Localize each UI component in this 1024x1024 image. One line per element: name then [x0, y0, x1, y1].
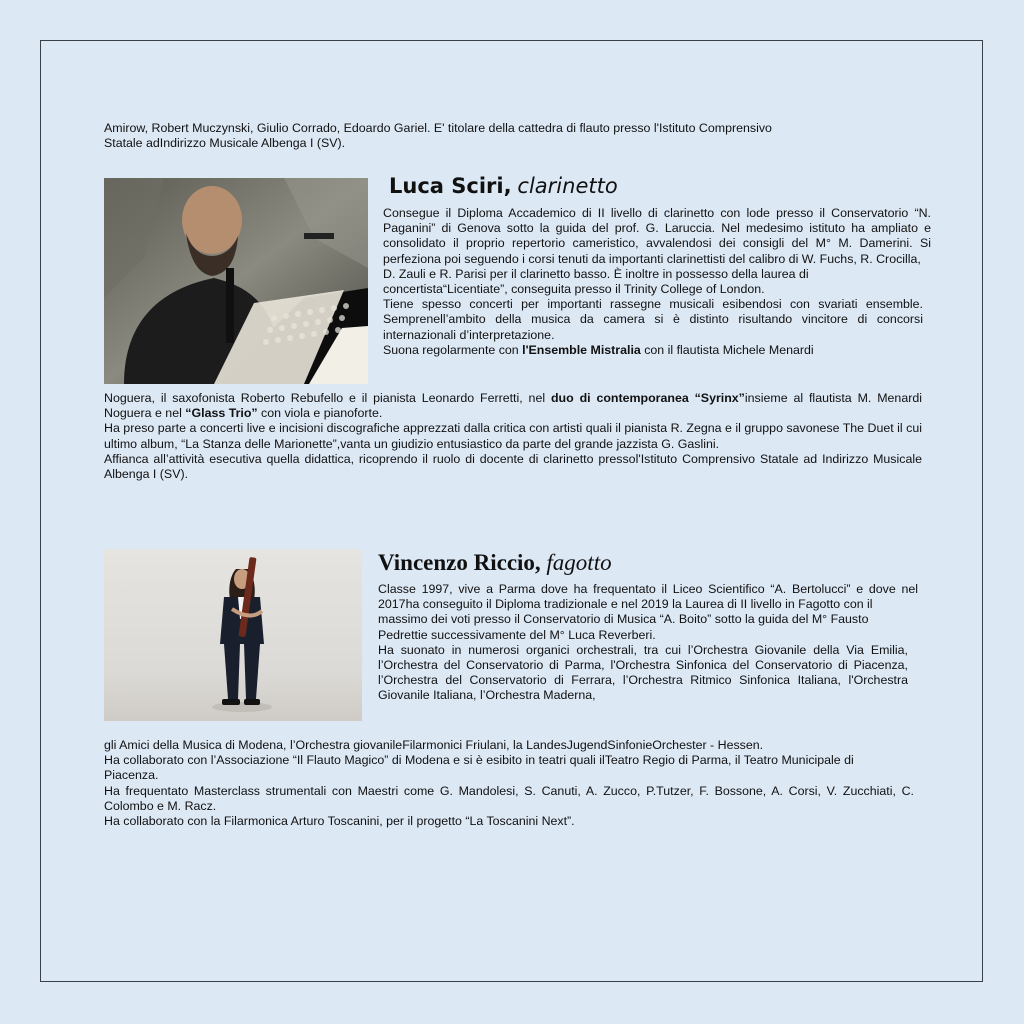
sciri-p5-text-2: insieme al flautista M. Menardi Noguera e nel: [104, 391, 922, 421]
sciri-paragraph-3: Tiene spesso concerti per importanti rassegne musicali esibendosi con svariati ensemble. Semprenell’ambito della musica da camera si è distinto risultando vincitore di concorsi internazionali d’interpretazione.: [383, 297, 923, 342]
intro-text: [104, 121, 934, 151]
duo-syrinx: duo di contemporanea “Syrinx”: [550, 391, 745, 405]
sciri-p5-text-3: con viola e pianoforte.: [257, 406, 383, 421]
vincenzo-riccio-instrument: fagotto: [546, 550, 612, 575]
vincenzo-riccio-heading: [378, 550, 612, 576]
sciri-p5-text: Noguera, il saxofonista Roberto Rebufello e il pianista Leonardo Ferretti, nel: [104, 391, 551, 405]
riccio-paragraph-4: gli Amici della Musica di Modena, l’Orchestra giovanileFilarmonici Friulani, la LandesJugendSinfonieOrchester - Hessen.: [104, 738, 764, 752]
luca-sciri-instrument: clarinetto: [517, 174, 618, 198]
riccio-paragraph-6: Ha frequentato Masterclass strumentali con Maestri come G. Mandolesi, S. Canuti, A. Zucco, P.Tutzer, F. Bossone, A. Corsi, V. Zucchiati, C. Colombo e M. Racz.: [104, 783, 914, 813]
luca-sciri-photo: [104, 178, 368, 384]
luca-sciri-bio-column: [383, 206, 931, 358]
intro-line-1: Amirow, Robert Muczynski, Giulio Corrado, Edoardo Gariel. E' titolare della cattedra di flauto presso l'Istituto Comprensivo: [104, 121, 772, 135]
luca-sciri-heading: [389, 174, 618, 199]
sciri-paragraph-2: D. Zauli e R. Parisi per il clarinetto basso. È inoltre in possesso della laurea di concertista“Licentiate”, conseguita presso il Trinity College of London.: [383, 266, 809, 297]
vincenzo-riccio-bio-column: [378, 582, 918, 704]
ensemble-mistralia: l'Ensemble Mistralia: [522, 342, 641, 357]
riccio-paragraph-3: Ha suonato in numerosi organici orchestrali, tra cui l’Orchestra Giovanile della Via Emilia, l’Orchestra del Conservatorio di Parma, l'Orchestra Sinfonica del Conservatorio di Piacenza, l’Orchestra del Conservatorio di Ferrara, l’Orchestra Ritmico Sinfonica Italiana, l'Orchestra Giovanile Italiana, l’Orchestra Maderna,: [378, 642, 908, 703]
glass-trio: “Glass Trio”: [185, 406, 258, 421]
sciri-p4-text: Suona regolarmente con: [383, 342, 523, 357]
riccio-paragraph-5: Ha collaborato con l’Associazione “Il Flauto Magico” di Modena e si è esibito in teatri quali ilTeatro Regio di Parma, il Teatro Municipale di Piacenza.: [104, 753, 854, 783]
riccio-paragraph-2: massimo dei voti presso il Conservatorio di Musica “A. Boito” sotto la guida del M° Fausto Pedrettie successivamente del M° Luca Reverberi.: [378, 612, 869, 642]
sciri-p4-text-end: con il flautista Michele Menardi: [640, 342, 814, 357]
vincenzo-riccio-name: Vincenzo Riccio,: [378, 550, 541, 575]
luca-sciri-bio-full: [104, 391, 922, 482]
vincenzo-riccio-photo: [104, 549, 362, 721]
sciri-paragraph-4: [383, 343, 931, 358]
vincenzo-riccio-bio-full: [104, 738, 922, 829]
sciri-paragraph-6: Ha preso parte a concerti live e incisioni discografiche apprezzati dalla critica con artisti quali il pianista R. Zegna e il gruppo savonese The Duet il cui ultimo album, “La Stanza delle Marionette”,vanta un giudizio entusiastico da parte del grande jazzista G. Gaslini.: [104, 421, 922, 451]
intro-line-2: Statale adIndirizzo Musicale Albenga I (SV).: [104, 136, 346, 151]
luca-sciri-name: Luca Sciri,: [389, 174, 512, 198]
sciri-paragraph-7: Affianca all’attività esecutiva quella didattica, ricoprendo il ruolo di docente di clarinetto pressol'Istituto Comprensivo Statale ad Indirizzo Musicale Albenga I (SV).: [104, 451, 922, 482]
riccio-paragraph-1: Classe 1997, vive a Parma dove ha frequentato il Liceo Scientifico “A. Bertolucci” e dove nel 2017ha conseguito il Diploma tradizionale e nel 2019 la Laurea di II livello in Fagotto con il: [378, 582, 918, 612]
sciri-paragraph-1: Consegue il Diploma Accademico di II livello di clarinetto con lode presso il Conservatorio “N. Paganini” di Genova sotto la guida del prof. G. Laruccia. Nel medesimo istituto ha ampliato e consolidato il proprio repertorio cameristico, avvalendosi dei consigli del M° M. Damerini. Si perfeziona poi seguendo i corsi tenuti da importanti clarinettisti del calibro di W. Fuchs, R. Crocilla,: [383, 206, 931, 266]
sciri-paragraph-5: [104, 391, 922, 421]
riccio-paragraph-7: Ha collaborato con la Filarmonica Arturo Toscanini, per il progetto “La Toscanini Next”.: [104, 814, 575, 829]
